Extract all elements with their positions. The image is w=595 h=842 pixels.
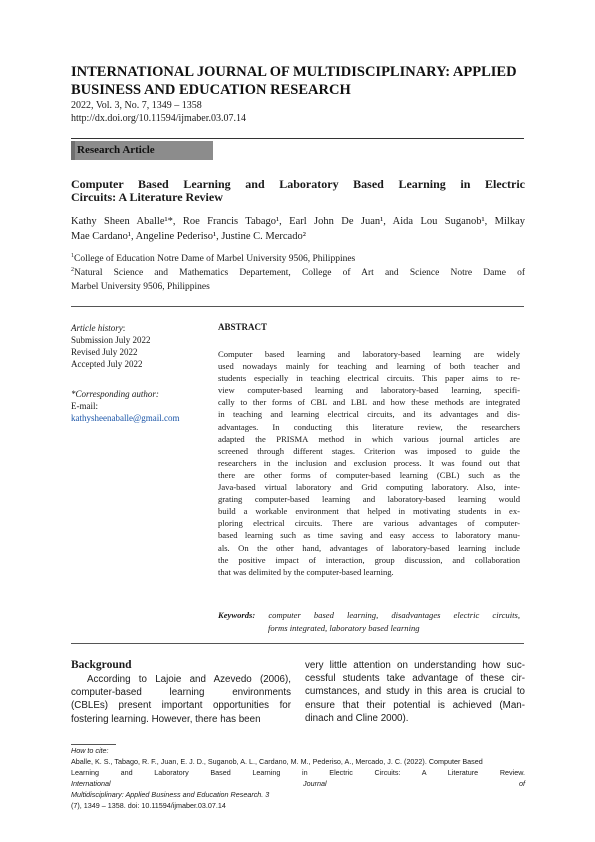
history-label: Article history [71, 323, 123, 333]
corresponding-label: *Corresponding author: [71, 389, 159, 399]
affiliation-text: Marbel University 9506, Philippines [71, 282, 210, 292]
authors-line: Kathy Sheen Aballe¹*, Roe Francis Tabago¹, Earl John De Juan¹, Aida Lou Suganob¹, Milkay [71, 216, 525, 227]
submission-date: Submission July 2022 [71, 335, 151, 345]
keywords-text: forms integrated, laboratory based learning [268, 623, 420, 633]
abstract-line: there are other forms of computer-based learning (CBL) such as the [218, 469, 520, 480]
revised-date: Revised July 2022 [71, 347, 138, 357]
article-type-label: Research Article [77, 144, 155, 156]
journal-title-line: BUSINESS AND EDUCATION RESEARCH [71, 81, 351, 98]
background-line: ensure that their potential is achieved (Man- [305, 699, 525, 711]
section-rule [71, 306, 524, 307]
abstract-line: students especially in teaching electrical circuits. This paper aims to re- [218, 373, 520, 384]
affiliation-2 [71, 266, 525, 294]
journal-title-line: INTERNATIONAL JOURNAL OF MULTIDISCIPLINARY: APPLIED [71, 64, 517, 80]
keywords-label: Keywords: [218, 610, 256, 620]
article-title-line: Circuits: A Literature Review [71, 190, 223, 204]
affiliation-marker: 1 [71, 252, 74, 259]
abstract-line: in teaching and learning electrical circuits, and its advantages and dis- [218, 409, 520, 420]
background-line: cessful students take advantage of these cir- [305, 673, 525, 685]
abstract-line: the positive impact of interaction, group discussion, and collaboration [218, 554, 520, 565]
citation-line: (7), 1349 – 1358. doi: 10.11594/ijmaber.03.07.14 [71, 801, 226, 810]
abstract-body [218, 348, 520, 578]
abstract-line: build a workable environment that helped in motivating students in ex- [218, 506, 520, 517]
journal-title [71, 64, 531, 99]
abstract-line: adapted the PRISMA method in which various journal articles are [218, 433, 520, 444]
section-rule [71, 643, 524, 644]
citation-label: How to cite: [71, 746, 109, 755]
abstract-line: advantages. In conducting this literature review, the researchers [218, 421, 520, 432]
background-line: computer-based learning environments [71, 687, 291, 699]
history-colon: : [122, 323, 126, 333]
keywords [218, 609, 520, 635]
affiliation-marker: 2 [71, 266, 74, 273]
background-line: very little attention on understanding how suc- [305, 660, 525, 671]
affiliation-1 [71, 252, 525, 266]
abstract-line: based learning such as time saving and easy access to laboratory manu- [218, 530, 520, 541]
doi-link[interactable]: http://dx.doi.org/10.11594/ijmaber.03.07.14 [71, 113, 246, 124]
abstract-line: researchers in the inclusion and exclusion process. It was found out that [218, 457, 520, 468]
article-type-badge [71, 141, 213, 160]
abstract-line: screened through different stages. Criterion was imposed to guide the [218, 445, 520, 456]
background-line: cumstances, and study in this area is crucial to [305, 686, 525, 698]
background-heading: Background [71, 659, 132, 671]
abstract-line: ploring electrical circuits. There are various advantages of computer- [218, 518, 520, 529]
authors-line: Mae Cardano¹, Angeline Pederiso¹, Justine C. Mercado² [71, 231, 306, 242]
abstract-line: Java-based virtual laboratory and Grid computing laboratory. Also, inte- [218, 482, 520, 493]
affiliation-text: Natural Science and Mathematics Departement, College of Art and Science Notre Dame of [74, 268, 525, 278]
article-title-line: Computer Based Learning and Laboratory Based Learning in Electric [71, 177, 525, 191]
citation-line: Learning and Laboratory Based Learning in Electric Circuits: A Literature Review. [71, 768, 525, 777]
affiliation-text: College of Education Notre Dame of Marbel University 9506, Philippines [74, 254, 356, 264]
background-left-column [71, 673, 291, 726]
author-list [71, 214, 525, 244]
abstract-heading: ABSTRACT [218, 322, 268, 332]
article-history [71, 322, 151, 370]
background-line: fostering learning. However, there has been [71, 713, 261, 725]
article-title [71, 178, 525, 204]
corresponding-author [71, 388, 180, 424]
abstract-line: Computer based learning and laboratory-based learning are widely [218, 349, 520, 359]
citation-journal: International Journal of [71, 779, 525, 788]
citation-footnote [71, 745, 525, 811]
abstract-line: grating computer-based learning and laboratory-based learning would [218, 494, 520, 505]
header-rule [71, 138, 524, 139]
abstract-line: view computer-based learning and laboratory-based learning, specifi- [218, 385, 520, 396]
citation-journal: Multidisciplinary: Applied Business and Education Research. 3 [71, 790, 270, 799]
email-link[interactable]: kathysheenaballe@gmail.com [71, 413, 180, 423]
background-line: dinach and Cline 2000). [305, 712, 409, 724]
background-right-column [305, 659, 525, 725]
keywords-text: computer based learning, disadvantages electric circuits, [268, 610, 520, 620]
volume-line: 2022, Vol. 3, No. 7, 1349 – 1358 [71, 100, 202, 111]
background-line: According to Lajoie and Azevedo (2006), [87, 674, 291, 685]
accepted-date: Accepted July 2022 [71, 359, 143, 369]
email-label: E-mail: [71, 401, 98, 411]
background-line: (CBLEs) present important opportunities for [71, 700, 291, 712]
abstract-line: that was delimited by the computer-based learning. [218, 566, 394, 577]
abstract-line: cally to ther forms of CBL and LBL and how these methods are integrated [218, 397, 520, 408]
citation-line: Aballe, K. S., Tabago, R. F., Juan, E. J. D., Suganob, A. L., Cardano, M. M., Pederiso, A., Mercado, J. C. (2022). Computer Based [71, 757, 483, 766]
abstract-line: als. On the other hand, advantages of laboratory-based learning include [218, 542, 520, 553]
abstract-line: used nowadays mainly for teaching and learning of both teacher and [218, 361, 520, 372]
